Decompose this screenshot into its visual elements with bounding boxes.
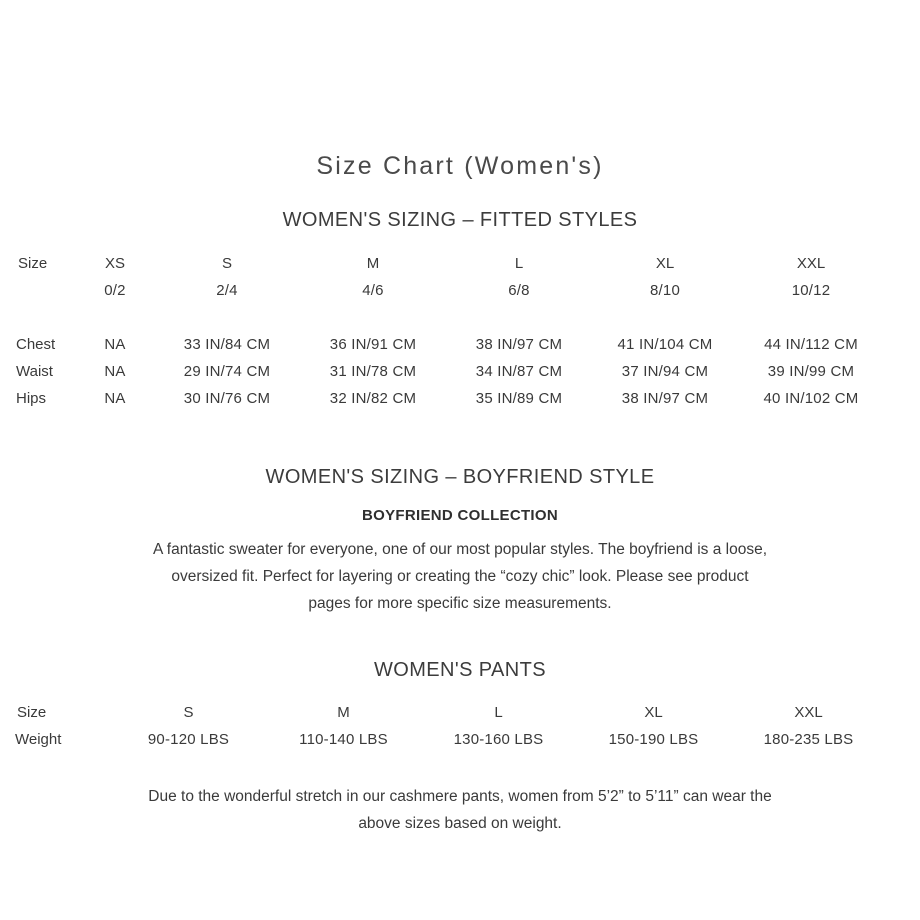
row-label-waist: Waist [16,363,53,380]
waist-xs: NA [104,363,126,380]
numeric-row-label [16,277,76,304]
waist-m: 31 IN/78 CM [329,363,417,380]
weight-m: 110-140 LBS [299,731,388,748]
pants-section [0,659,920,837]
table-row [16,358,884,385]
pants-column-header-s: S [183,704,194,721]
spacer-cell [16,304,76,331]
weight-l: 130-160 LBS [453,731,544,748]
boyfriend-subheading: BOYFRIEND COLLECTION [362,507,558,524]
spacer-cell [738,304,884,331]
chest-xxl: 44 IN/112 CM [764,336,858,353]
chest-s: 33 IN/84 CM [183,336,271,353]
boyfriend-section [0,466,920,617]
fitted-styles-heading: WOMEN'S SIZING – FITTED STYLES [282,209,638,231]
table-row [16,331,884,358]
table-header-row [15,699,886,726]
table-header-row [16,250,884,277]
hips-s: 30 IN/76 CM [183,390,271,407]
waist-xl: 37 IN/94 CM [621,363,709,380]
boyfriend-description: A fantastic sweater for everyone, one of our most popular styles. The boyfriend is a loose, oversized fit. Perfect for layering or creating the “cozy chic” look. Please see product pages for more specific size measurements. [152,541,767,612]
column-header-s: S [221,255,232,272]
pants-sizing-table [15,699,886,753]
hips-xl: 38 IN/97 CM [621,390,709,407]
hips-xs: NA [104,390,126,407]
fitted-sizing-table [16,250,884,412]
numeric-m: 4/6 [362,282,384,299]
pants-column-header-size: Size [17,704,47,721]
row-label-chest: Chest [16,336,56,353]
chest-m: 36 IN/91 CM [329,336,417,353]
boyfriend-heading: WOMEN'S SIZING – BOYFRIEND STYLE [265,466,655,488]
spacer-cell [300,304,446,331]
pants-column-header-m: M [337,704,350,721]
pants-column-header-xl: XL [644,704,663,721]
numeric-l: 6/8 [508,282,530,299]
spacer-cell [446,304,592,331]
weight-xl: 150-190 LBS [608,731,699,748]
numeric-xs: 0/2 [104,282,126,299]
pants-column-header-xxl: XXL [794,704,823,721]
table-row [15,726,886,753]
pants-column-header-l: L [494,704,503,721]
weight-xxl: 180-235 LBS [763,731,854,748]
column-header-size: Size [18,255,48,272]
waist-xxl: 39 IN/99 CM [767,363,855,380]
pants-heading: WOMEN'S PANTS [374,659,546,681]
spacer-row [16,304,884,331]
spacer-cell [154,304,300,331]
numeric-xxl: 10/12 [791,282,831,299]
row-label-hips: Hips [16,390,47,407]
column-header-xl: XL [655,255,675,272]
hips-l: 35 IN/89 CM [475,390,563,407]
column-header-m: M [366,255,380,272]
spacer-cell [592,304,738,331]
waist-s: 29 IN/74 CM [183,363,271,380]
hips-xxl: 40 IN/102 CM [763,390,859,407]
column-header-xs: XS [104,255,125,272]
page-title: Size Chart (Women's) [316,152,604,180]
waist-l: 34 IN/87 CM [475,363,563,380]
pants-footnote: Due to the wonderful stretch in our cashmere pants, women from 5’2” to 5’11” can wear the above sizes based on weight. [148,788,772,832]
hips-m: 32 IN/82 CM [329,390,417,407]
weight-s: 90-120 LBS [147,731,230,748]
column-header-l: L [514,255,524,272]
table-row [16,277,884,304]
numeric-s: 2/4 [216,282,238,299]
chest-xs: NA [104,336,126,353]
chest-xl: 41 IN/104 CM [617,336,713,353]
spacer-cell [76,304,154,331]
row-label-weight: Weight [15,731,62,748]
column-header-xxl: XXL [796,255,826,272]
table-row [16,385,884,412]
chest-l: 38 IN/97 CM [475,336,563,353]
numeric-xl: 8/10 [650,282,680,299]
